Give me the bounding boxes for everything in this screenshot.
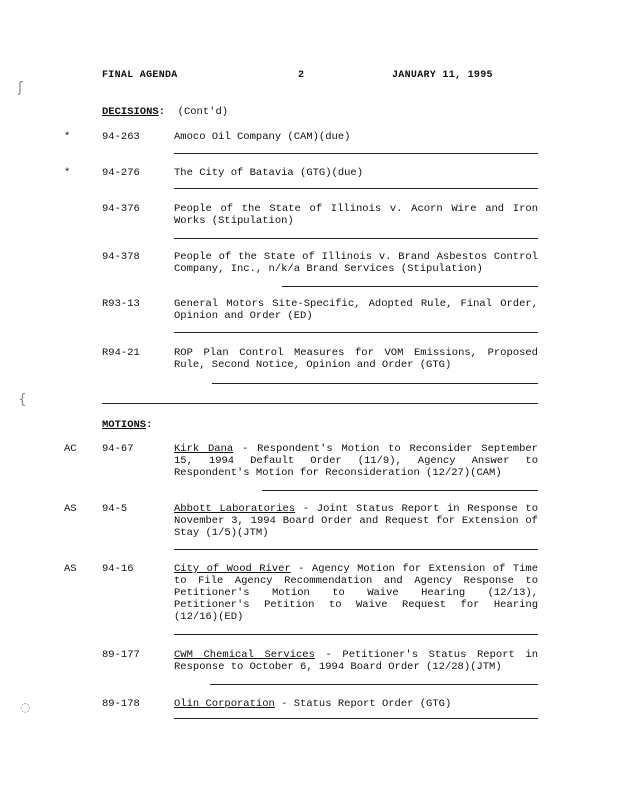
motion-number: 94-5 (102, 503, 128, 515)
motion-rule (174, 718, 538, 719)
motion-text-block (174, 503, 538, 539)
decision-number: 94-263 (102, 131, 140, 143)
motions-heading (102, 419, 152, 431)
decision-rule (174, 188, 538, 189)
motion-party-name: Olin Corporation (174, 698, 275, 710)
decision-number: 94-276 (102, 167, 140, 179)
motion-mark: AS (64, 563, 77, 575)
motion-text-block (174, 443, 538, 479)
decision-rule (282, 286, 538, 287)
decision-number: R93-13 (102, 298, 140, 310)
motion-rule (262, 490, 538, 491)
motion-party-name: City of Wood River (174, 563, 291, 575)
motion-text: - Joint Status Report in Response to November 3, 1994 Board Order and Request for Extension of Stay (1/5)(JTM) (174, 503, 538, 539)
decision-number: 94-376 (102, 203, 140, 215)
scan-mark-middle: { (18, 392, 27, 408)
header-date: JANUARY 11, 1995 (392, 70, 493, 81)
motion-rule (210, 684, 538, 685)
motion-text-block (174, 698, 538, 710)
decision-text: Amoco Oil Company (CAM)(due) (174, 131, 351, 143)
scan-mark-bottom: ◌ (20, 700, 31, 714)
decision-mark: * (64, 131, 71, 143)
header-page-number: 2 (298, 70, 305, 81)
decision-text: ROP Plan Control Measures for VOM Emissions, Proposed Rule, Second Notice, Opinion and Order (GTG) (174, 347, 538, 371)
decision-number: R94-21 (102, 347, 140, 359)
motion-party-name: CWM Chemical Services (174, 649, 315, 661)
decision-rule (212, 383, 538, 384)
motion-party-name: Kirk Dana (174, 443, 234, 455)
motion-rule (174, 634, 538, 635)
decision-rule (174, 332, 538, 333)
motion-text: - Petitioner's Status Report in Response to October 6, 1994 Board Order (12/28)(JTM) (174, 649, 538, 673)
decisions-heading-colon: : (158, 106, 166, 118)
motion-number: 89-178 (102, 698, 140, 710)
motion-number: 94-16 (102, 563, 134, 575)
motion-text: - Status Report Order (GTG) (274, 698, 452, 710)
motion-mark: AC (64, 443, 77, 455)
header-title: FINAL AGENDA (102, 70, 178, 81)
motion-mark: AS (64, 503, 77, 515)
motions-heading-colon: : (146, 419, 153, 431)
section-divider (102, 403, 538, 404)
decision-rule (174, 153, 538, 154)
motions-heading-label: MOTIONS (102, 419, 147, 431)
motion-text-block (174, 563, 538, 623)
decision-text: People of the State of Illinois v. Brand Asbestos Control Company, Inc., n/k/a Brand Services (Stipulation) (174, 251, 538, 275)
motion-number: 94-67 (102, 443, 134, 455)
decision-text: General Motors Site-Specific, Adopted Rule, Final Order, Opinion and Order (ED) (174, 298, 538, 322)
motion-text: - Respondent's Motion to Reconsider September 15, 1994 Default Order (11/9), Agency Answer to Respondent's Motion for Reconsideration (12/27)(CAM) (174, 443, 538, 479)
motion-rule (174, 549, 538, 550)
decisions-heading (102, 106, 228, 118)
decision-text: The City of Batavia (GTG)(due) (174, 167, 364, 179)
motion-party-name: Abbott Laboratories (174, 503, 296, 515)
motion-text: - Agency Motion for Extension of Time to File Agency Recommendation and Agency Response to Petitioner's Motion to Waive Hearing (12/13), Petitioner's Petition to Waive Request for Hearing (12/16)(ED) (174, 563, 538, 623)
motion-text-block (174, 649, 538, 673)
decision-rule (174, 238, 538, 239)
decisions-cont: (Cont'd) (177, 106, 229, 118)
motion-number: 89-177 (102, 649, 140, 661)
decisions-heading-label: DECISIONS (102, 106, 159, 118)
scan-mark-top: ʃ (18, 80, 23, 96)
decision-text: People of the State of Illinois v. Acorn Wire and Iron Works (Stipulation) (174, 203, 538, 227)
decision-number: 94-378 (102, 251, 140, 263)
decision-mark: * (64, 167, 71, 179)
